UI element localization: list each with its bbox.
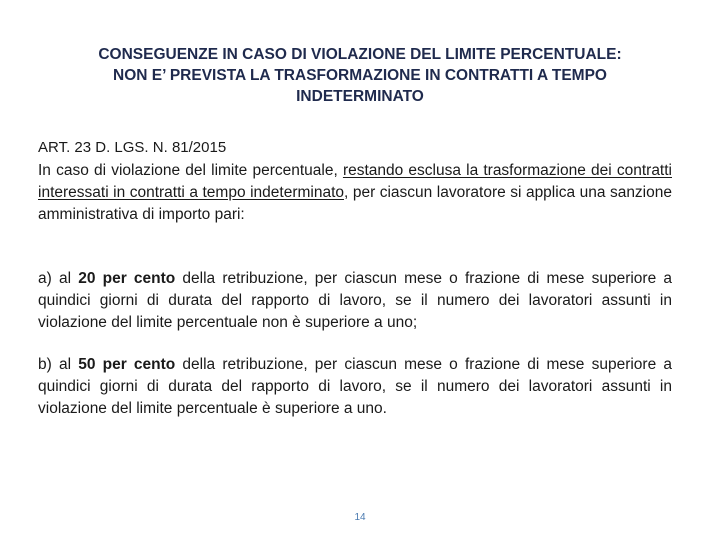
slide-title [40, 44, 680, 107]
slide-title-line-3: INDETERMINATO [296, 88, 424, 105]
slide-title-line-2: NON E’ PREVISTA LA TRASFORMAZIONE IN CONTRATTI A TEMPO [113, 67, 607, 84]
item-b-text: della retribuzione, per ciascun mese o frazione di mese superiore a quindici giorni di durata del rapporto di lavoro, se il numero dei lavoratori assunti in violazione del limite percentuale è superiore a uno. [38, 356, 673, 417]
item-a-percentage: 20 per cento [78, 270, 176, 287]
item-a-prefix: a) al [38, 270, 79, 287]
slide-title-line-1: CONSEGUENZE IN CASO DI VIOLAZIONE DEL LIMITE PERCENTUALE: [98, 46, 622, 63]
intro-underlined-text: restando esclusa la trasformazione dei contratti interessati in contratti a tempo indeterminato [38, 162, 672, 201]
page-number: 14 [354, 512, 366, 523]
penalty-item-a [38, 268, 672, 334]
intro-text-start: In caso di violazione del limite percentuale, [38, 162, 343, 179]
penalty-item-b [38, 354, 672, 420]
item-a-text: della retribuzione, per ciascun mese o frazione di mese superiore a quindici giorni di durata del rapporto di lavoro, se il numero dei lavoratori assunti in violazione del limite percentuale non è superiore a uno; [38, 270, 673, 331]
item-b-percentage: 50 per cento [78, 356, 176, 373]
intro-text-end: , per ciascun lavoratore si applica una sanzione amministrativa di importo pari: [38, 184, 672, 223]
article-reference: ART. 23 D. LGS. N. 81/2015 [38, 139, 227, 156]
item-b-prefix: b) al [38, 356, 79, 373]
intro-paragraph [38, 160, 672, 226]
